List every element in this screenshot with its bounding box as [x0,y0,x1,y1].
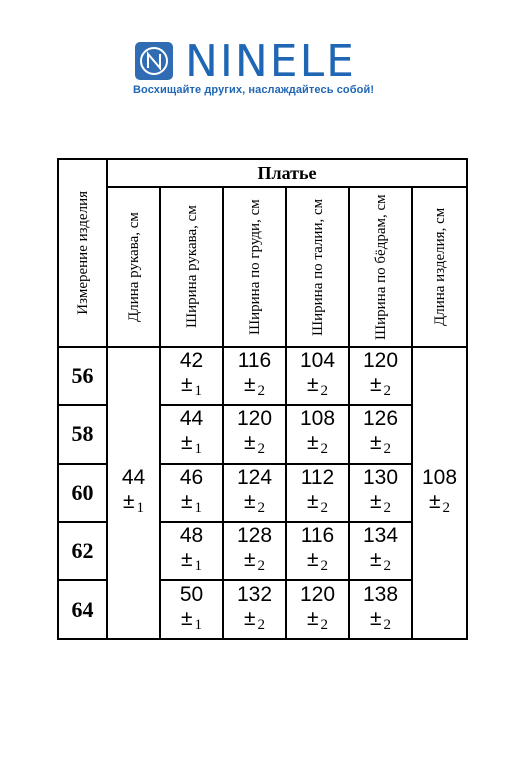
row-header-label: Измерение изделия [74,190,91,315]
value-cell: 42 ± $_1$ [160,347,223,405]
value-cell: 138 ± $_2$ [349,580,412,639]
size-cell: 62 [58,522,107,580]
value-cell: 130 ± $_2$ [349,464,412,522]
size-cell: 64 [58,580,107,639]
value-cell: 104 ± $_2$ [286,347,349,405]
value-cell: 126 ± $_2$ [349,405,412,463]
value-cell: 46 ± $_1$ [160,464,223,522]
value-cell: 50 ± $_1$ [160,580,223,639]
size-chart-table [57,158,468,640]
column-header: Ширина по груди, см [223,187,286,346]
column-header: Ширина по бёдрам, см [349,187,412,346]
column-header: Ширина рукава, см [160,187,223,346]
brand-slogan: Восхищайте других, наслаждайтесь собой! [133,84,375,96]
value-cell: 108 ± $_2$ [286,405,349,463]
value-cell: 128 ± $_2$ [223,522,286,580]
table-row [58,347,467,405]
brand-name: NINELE [185,36,356,87]
column-header: Ширина по талии, см [286,187,349,346]
value-cell: 120 ± $_2$ [223,405,286,463]
value-cell: 124 ± $_2$ [223,464,286,522]
ninele-logo-icon [135,42,173,80]
product-length-cell: 108 ± $_2$ [412,347,467,639]
brand-header [133,36,403,100]
row-header-cell [58,159,107,347]
value-cell: 112 ± $_2$ [286,464,349,522]
value-cell: 48 ± $_1$ [160,522,223,580]
value-cell: 120 ± $_2$ [286,580,349,639]
value-cell: 134 ± $_2$ [349,522,412,580]
value-cell: 116 ± $_2$ [223,347,286,405]
value-cell: 120 ± $_2$ [349,347,412,405]
column-header: Длина изделия, см [412,187,467,346]
sleeve-length-cell: 44 ± $_1$ [107,347,160,639]
size-cell: 58 [58,405,107,463]
value-cell: 116 ± $_2$ [286,522,349,580]
table-title: Платье [107,159,467,187]
value-cell: 44 ± $_1$ [160,405,223,463]
size-cell: 56 [58,347,107,405]
column-header: Длина рукава, см [107,187,160,346]
value-cell: 132 ± $_2$ [223,580,286,639]
size-cell: 60 [58,464,107,522]
